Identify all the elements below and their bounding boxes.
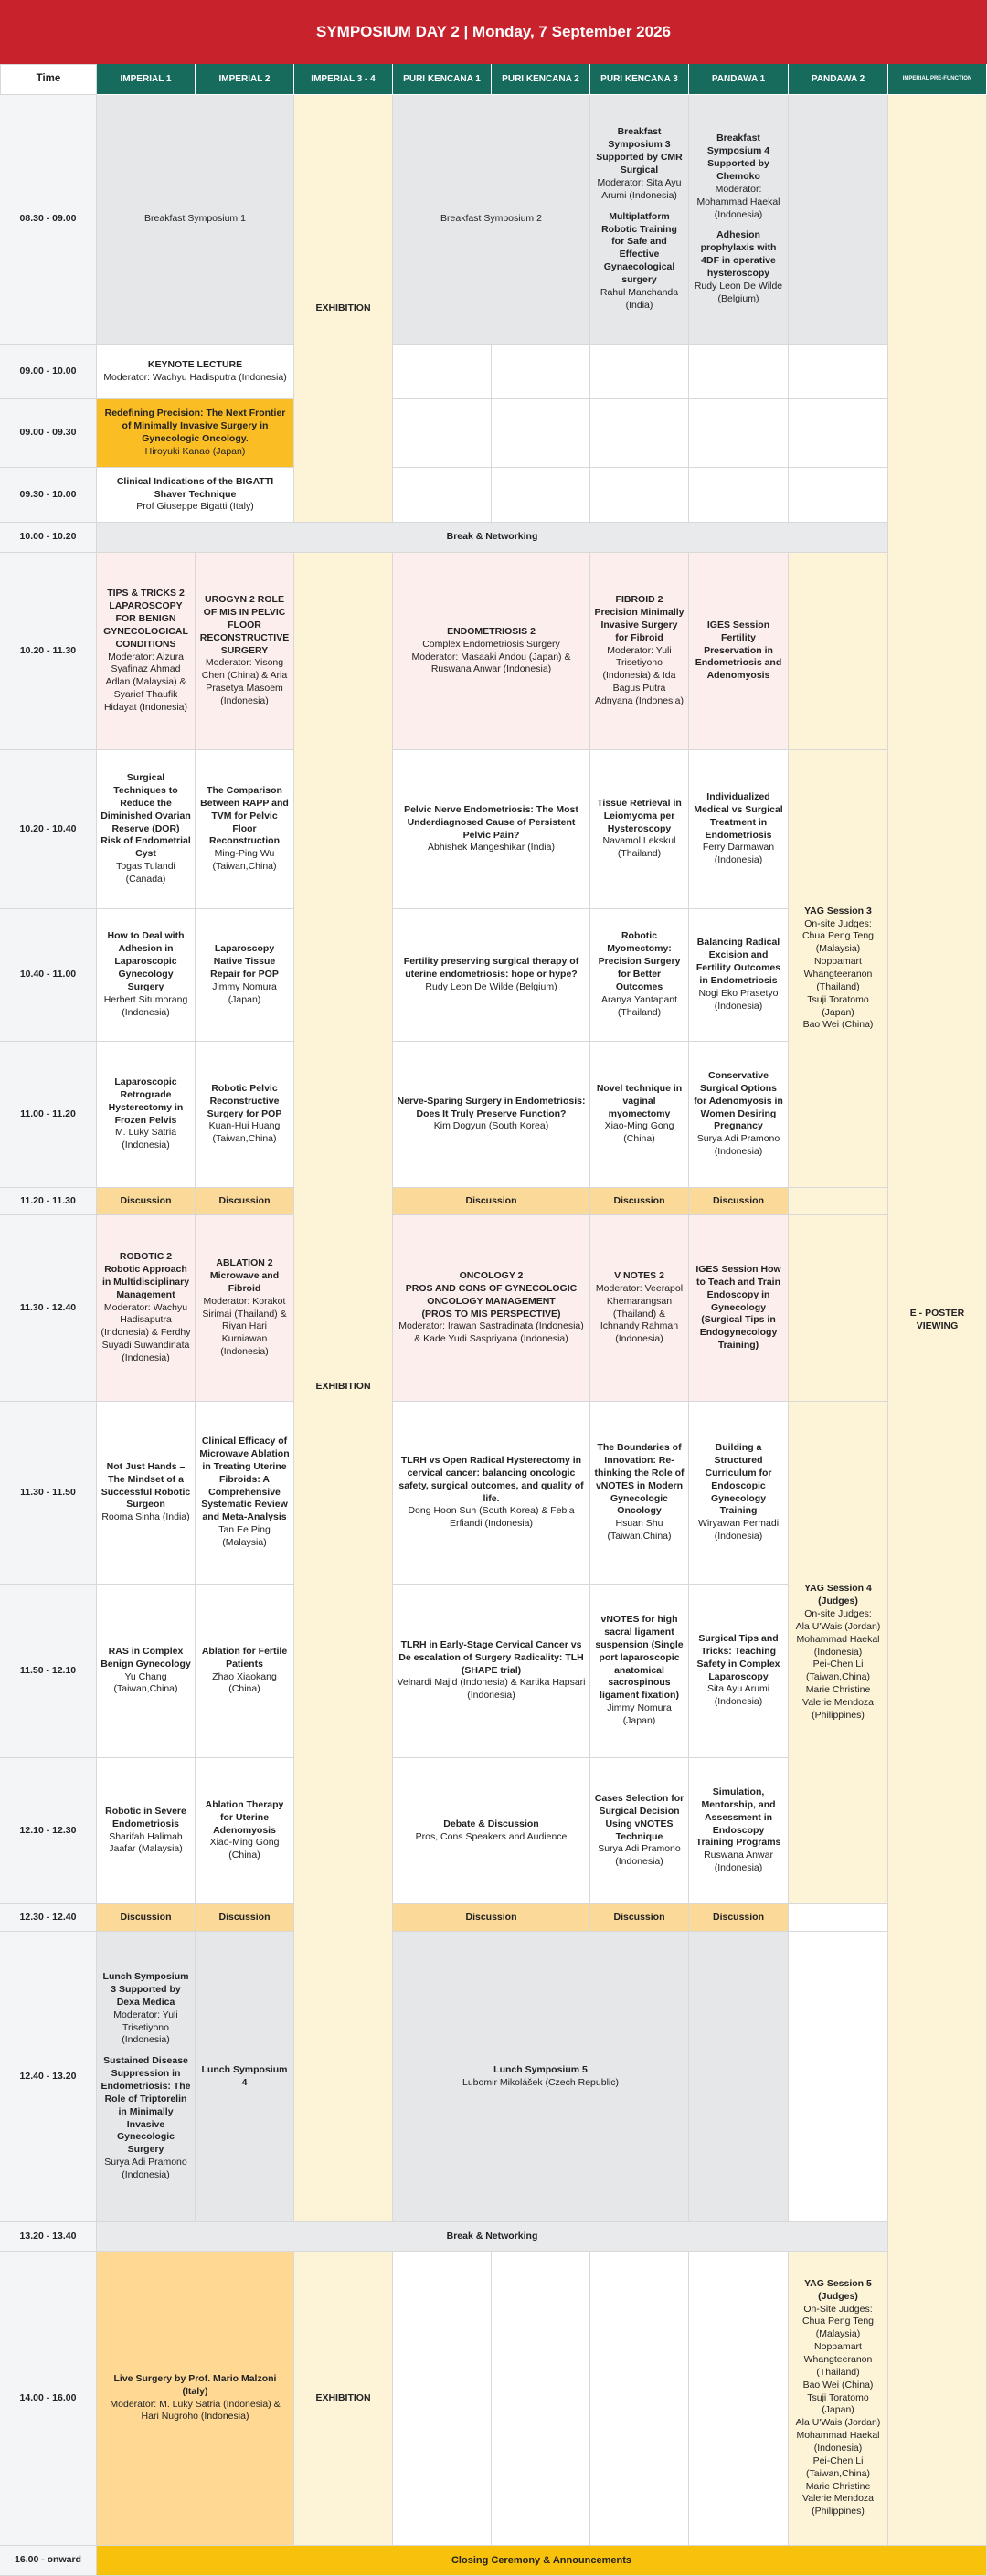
talk: Fertility preserving surgical therapy of uterine endometriosis: hope or hype? Rudy Leon De Wilde (Belgium) <box>393 909 590 1042</box>
talk: TLRH in Early-Stage Cervical Cancer vs De escalation of Surgery Radicality: TLH (SHAPE trial) Velnardi Majid (Indonesia) & Kartika Hapsari (Indonesia) <box>393 1585 590 1758</box>
header-imperial-3-4: IMPERIAL 3 - 4 <box>294 64 393 95</box>
talk: Pelvic Nerve Endometriosis: The Most Underdiagnosed Cause of Persistent Pelvic Pain? Abhishek Mangeshikar (India) <box>393 750 590 909</box>
talk: Novel technique in vaginal myomectomy Xiao-Ming Gong (China) <box>590 1042 689 1188</box>
keynote-talk-2: Clinical Indications of the BIGATTI Shaver Technique Prof Giuseppe Bigatti (Italy) <box>97 468 294 523</box>
closing-ceremony: Closing Ceremony & Announcements <box>97 2546 987 2576</box>
empty-cell <box>789 1188 888 1215</box>
empty-cell <box>689 2252 789 2546</box>
empty-cell <box>590 399 689 468</box>
keynote-talk-1: Redefining Precision: The Next Frontier of Minimally Invasive Surgery in Gynecologic Oncology. Hiroyuki Kanao (Japan) <box>97 399 294 468</box>
time-slot: 10.20 - 10.40 <box>0 750 97 909</box>
empty-cell <box>393 399 492 468</box>
session-robotic-2: ROBOTIC 2 Robotic Approach in Multidisciplinary Management Moderator: Wachyu Hadisaputra (Indonesia) & Ferdhy Suyadi Suwandinata (Indonesia) <box>97 1215 196 1402</box>
talk: Clinical Efficacy of Microwave Ablation in Treating Uterine Fibroids: A Comprehensive Systematic Review and Meta-Analysis Tan Ee Ping (Malaysia) <box>196 1402 294 1585</box>
session-oncology-2: ONCOLOGY 2 PROS AND CONS OF GYNECOLOGIC ONCOLOGY MANAGEMENT (PROS TO MIS PERSPECTIVE) Moderator: Irawan Sastradinata (Indonesia) & Kade Yudi Saspriyana (Indonesia) <box>393 1215 590 1402</box>
discussion: Discussion <box>393 1188 590 1215</box>
talk: Tissue Retrieval in Leiomyoma per Hysteroscopy Navamol Lekskul (Thailand) <box>590 750 689 909</box>
time-slot: 16.00 - onward <box>0 2546 97 2576</box>
empty-cell <box>590 2252 689 2546</box>
time-slot: 11.00 - 11.20 <box>0 1042 97 1188</box>
header-puri-kencana-3: PURI KENCANA 3 <box>590 64 689 95</box>
talk: Robotic Pelvic Reconstructive Surgery for POP Kuan-Hui Huang (Taiwan,China) <box>196 1042 294 1188</box>
header-time: Time <box>0 64 97 95</box>
live-surgery: Live Surgery by Prof. Mario Malzoni (Italy) Moderator: M. Luky Satria (Indonesia) & Hari Nugroho (Indonesia) <box>97 2252 294 2546</box>
talk: Ablation for Fertile Patients Zhao Xiaokang (China) <box>196 1585 294 1758</box>
empty-cell <box>393 345 492 399</box>
discussion: Discussion <box>689 1188 789 1215</box>
empty-cell <box>393 2252 492 2546</box>
discussion: Discussion <box>393 1904 590 1932</box>
time-slot: 11.50 - 12.10 <box>0 1585 97 1758</box>
empty-cell <box>789 399 888 468</box>
empty-cell <box>492 2252 590 2546</box>
lunch-symposium-3: Lunch Symposium 3 Supported by Dexa Medica Moderator: Yuli Trisetiyono (Indonesia) Sustained Disease Suppression in Endometriosis: The Role of Triptorelin in Minimally Invasive Gynecologic Surgery Surya Adi Pramono (Indonesia) <box>97 1932 196 2222</box>
e-poster-viewing: E - POSTER VIEWING <box>888 95 987 2546</box>
empty-cell <box>789 468 888 523</box>
talk: The Boundaries of Innovation: Re-thinking the Role of vNOTES in Modern Gynecologic Oncology Hsuan Shu (Taiwan,China) <box>590 1402 689 1585</box>
session-fibroid-2: FIBROID 2 Precision Minimally Invasive Surgery for Fibroid Moderator: Yuli Trisetiyono (Indonesia) & Ida Bagus Putra Adnyana (Indonesia) <box>590 553 689 750</box>
talk: Robotic Myomectomy: Precision Surgery for Better Outcomes Aranya Yantapant (Thailand) <box>590 909 689 1042</box>
discussion: Discussion <box>97 1904 196 1932</box>
empty-cell <box>789 1215 888 1402</box>
session-vnotes-2: V NOTES 2 Moderator: Veerapol Khemarangsan (Thailand) & Ichnandy Rahman (Indonesia) <box>590 1215 689 1402</box>
discussion: Discussion <box>590 1188 689 1215</box>
talk: Robotic in Severe Endometriosis Sharifah Halimah Jaafar (Malaysia) <box>97 1758 196 1904</box>
empty-cell <box>590 345 689 399</box>
empty-cell <box>789 1904 888 1932</box>
exhibition-block: EXHIBITION <box>294 2252 393 2546</box>
session-ablation-2: ABLATION 2 Microwave and Fibroid Moderator: Korakot Sirimai (Thailand) & Riyan Hari Kurniawan (Indonesia) <box>196 1215 294 1402</box>
lunch-symposium-4: Lunch Symposium 4 <box>196 1932 294 2222</box>
exhibition-block: EXHIBITION <box>294 95 393 523</box>
discussion: Discussion <box>196 1188 294 1215</box>
breakfast-symposium-1: Breakfast Symposium 1 <box>97 95 294 345</box>
yag-session-5: YAG Session 5 (Judges) On-Site Judges: Chua Peng Teng (Malaysia) Noppamart Whangteeranon (Thailand) Bao Wei (China) Tsuji Toratomo (Japan) Ala U'Wais (Jordan) Mohammad Haekal (Indonesia) Pei-Chen Li (Taiwan,China) Marie Christine Valerie Mendoza (Philippines) <box>789 2252 888 2546</box>
talk: Simulation, Mentorship, and Assessment in Endoscopy Training Programs Ruswana Anwar (Indonesia) <box>689 1758 789 1904</box>
empty-cell <box>393 468 492 523</box>
header-imperial-1: IMPERIAL 1 <box>97 64 196 95</box>
talk: Ablation Therapy for Uterine Adenomyosis Xiao-Ming Gong (China) <box>196 1758 294 1904</box>
talk: Individualized Medical vs Surgical Treatment in Endometriosis Ferry Darmawan (Indonesia) <box>689 750 789 909</box>
talk: Laparoscopy Native Tissue Repair for POP Jimmy Nomura (Japan) <box>196 909 294 1042</box>
yag-session-3: YAG Session 3 On-site Judges: Chua Peng Teng (Malaysia) Noppamart Whangteeranon (Thailand) Tsuji Toratomo (Japan) Bao Wei (China) <box>789 750 888 1188</box>
empty-cell <box>590 468 689 523</box>
break-networking: Break & Networking <box>97 2222 888 2252</box>
empty-cell <box>689 399 789 468</box>
time-slot: 11.20 - 11.30 <box>0 1188 97 1215</box>
session-endometriosis-2: ENDOMETRIOSIS 2 Complex Endometriosis Surgery Moderator: Masaaki Andou (Japan) & Ruswana Anwar (Indonesia) <box>393 553 590 750</box>
talk: The Comparison Between RAPP and TVM for Pelvic Floor Reconstruction Ming-Ping Wu (Taiwan,China) <box>196 750 294 909</box>
yag-session-4: YAG Session 4 (Judges) On-site Judges: Ala U'Wais (Jordan) Mohammad Haekal (Indonesia) Pei-Chen Li (Taiwan,China) Marie Christine Valerie Mendoza (Philippines) <box>789 1402 888 1904</box>
time-slot: 09.30 - 10.00 <box>0 468 97 523</box>
time-slot: 12.10 - 12.30 <box>0 1758 97 1904</box>
empty-cell <box>492 468 590 523</box>
discussion: Discussion <box>196 1904 294 1932</box>
time-slot: 12.40 - 13.20 <box>0 1932 97 2222</box>
talk: Surgical Techniques to Reduce the Diminished Ovarian Reserve (DOR) Risk of Endometrial Cyst Togas Tulandi (Canada) <box>97 750 196 909</box>
header-imperial-pre-function: IMPERIAL PRE-FUNCTION <box>888 64 987 95</box>
empty-cell <box>492 399 590 468</box>
empty-cell <box>689 1932 789 2222</box>
time-slot: 10.20 - 11.30 <box>0 553 97 750</box>
talk: Laparoscopic Retrograde Hysterectomy in Frozen Pelvis M. Luky Satria (Indonesia) <box>97 1042 196 1188</box>
time-slot: 10.40 - 11.00 <box>0 909 97 1042</box>
time-slot: 11.30 - 11.50 <box>0 1402 97 1585</box>
empty-cell <box>492 345 590 399</box>
discussion: Discussion <box>689 1904 789 1932</box>
header-pandawa-1: PANDAWA 1 <box>689 64 789 95</box>
talk: TLRH vs Open Radical Hysterectomy in cervical cancer: balancing oncologic safety, surgical outcomes, and quality of life. Dong Hoon Suh (South Korea) & Febia Erfiandi (Indonesia) <box>393 1402 590 1585</box>
lunch-symposium-5: Lunch Symposium 5 Lubomir Mikolášek (Czech Republic) <box>393 1932 689 2222</box>
empty-cell <box>789 553 888 750</box>
discussion: Discussion <box>97 1188 196 1215</box>
page-title: SYMPOSIUM DAY 2 | Monday, 7 September 2026 <box>0 0 987 64</box>
time-slot: 13.20 - 13.40 <box>0 2222 97 2252</box>
empty-cell <box>689 468 789 523</box>
header-puri-kencana-1: PURI KENCANA 1 <box>393 64 492 95</box>
header-imperial-2: IMPERIAL 2 <box>196 64 294 95</box>
talk: vNOTES for high sacral ligament suspension (Single port laparoscopic anatomical sacrospinous ligament fixation) Jimmy Nomura (Japan) <box>590 1585 689 1758</box>
empty-cell <box>689 345 789 399</box>
session-iges-fertility: IGES Session Fertility Preservation in Endometriosis and Adenomyosis <box>689 553 789 750</box>
time-slot: 09.00 - 09.30 <box>0 399 97 468</box>
talk: Building a Structured Curriculum for Endoscopic Gynecology Training Wiryawan Permadi (Indonesia) <box>689 1402 789 1585</box>
talk: Balancing Radical Excision and Fertility Outcomes in Endometriosis Nogi Eko Prasetyo (Indonesia) <box>689 909 789 1042</box>
talk: Not Just Hands – The Mindset of a Successful Robotic Surgeon Rooma Sinha (India) <box>97 1402 196 1585</box>
break-networking: Break & Networking <box>97 523 888 553</box>
time-slot: 10.00 - 10.20 <box>0 523 97 553</box>
breakfast-symposium-4: Breakfast Symposium 4 Supported by Chemoko Moderator: Mohammad Haekal (Indonesia) Adhesion prophylaxis with 4DF in operative hysteroscopy Rudy Leon De Wilde (Belgium) <box>689 95 789 345</box>
empty-cell <box>789 345 888 399</box>
time-slot: 09.00 - 10.00 <box>0 345 97 399</box>
keynote-lecture: KEYNOTE LECTURE Moderator: Wachyu Hadisputra (Indonesia) <box>97 345 294 399</box>
empty-cell <box>789 1932 888 2222</box>
breakfast-symposium-3: Breakfast Symposium 3 Supported by CMR Surgical Moderator: Sita Ayu Arumi (Indonesia) Multiplatform Robotic Training for Safe and Effective Gynaecological surgery Rahul Manchanda (India) <box>590 95 689 345</box>
header-pandawa-2: PANDAWA 2 <box>789 64 888 95</box>
session-tips-tricks-2: TIPS & TRICKS 2 LAPAROSCOPY FOR BENIGN GYNECOLOGICAL CONDITIONS Moderator: Aizura Syafinaz Ahmad Adlan (Malaysia) & Syarief Thaufik Hidayat (Indonesia) <box>97 553 196 750</box>
talk: RAS in Complex Benign Gynecology Yu Chang (Taiwan,China) <box>97 1585 196 1758</box>
time-slot: 08.30 - 09.00 <box>0 95 97 345</box>
talk: Cases Selection for Surgical Decision Using vNOTES Technique Surya Adi Pramono (Indonesia) <box>590 1758 689 1904</box>
session-urogyn-2: UROGYN 2 ROLE OF MIS IN PELVIC FLOOR RECONSTRUCTIVE SURGERY Moderator: Yisong Chen (China) & Aria Prasetya Masoem (Indonesia) <box>196 553 294 750</box>
talk: Nerve-Sparing Surgery in Endometriosis: Does It Truly Preserve Function? Kim Dogyun (South Korea) <box>393 1042 590 1188</box>
breakfast-symposium-2: Breakfast Symposium 2 <box>393 95 590 345</box>
talk: How to Deal with Adhesion in Laparoscopic Gynecology Surgery Herbert Situmorang (Indonesia) <box>97 909 196 1042</box>
discussion: Discussion <box>590 1904 689 1932</box>
exhibition-block: EXHIBITION <box>294 553 393 2222</box>
time-slot: 12.30 - 12.40 <box>0 1904 97 1932</box>
talk: Debate & Discussion Pros, Cons Speakers and Audience <box>393 1758 590 1904</box>
time-slot: 11.30 - 12.40 <box>0 1215 97 1402</box>
talk: Surgical Tips and Tricks: Teaching Safety in Complex Laparoscopy Sita Ayu Arumi (Indonesia) <box>689 1585 789 1758</box>
talk: Conservative Surgical Options for Adenomyosis in Women Desiring Pregnancy Surya Adi Pramono (Indonesia) <box>689 1042 789 1188</box>
empty-cell <box>789 95 888 345</box>
session-iges-training: IGES Session How to Teach and Train Endoscopy in Gynecology (Surgical Tips in Endogynecology Training) <box>689 1215 789 1402</box>
header-puri-kencana-2: PURI KENCANA 2 <box>492 64 590 95</box>
time-slot: 14.00 - 16.00 <box>0 2252 97 2546</box>
